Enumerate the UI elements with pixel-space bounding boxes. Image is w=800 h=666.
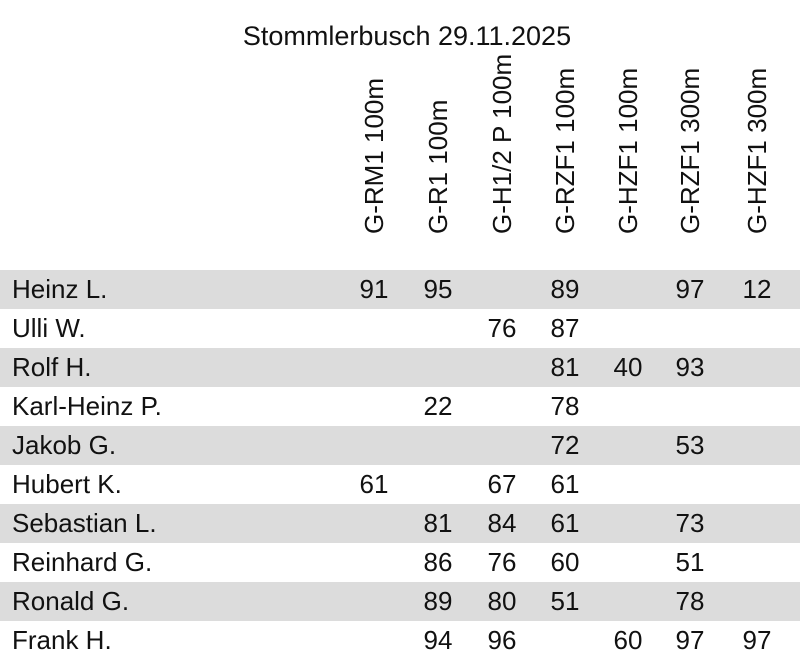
table-row [0, 348, 800, 387]
score-cell [725, 465, 789, 504]
score-cell [406, 465, 470, 504]
column-header-g-rm1-100m [342, 0, 406, 270]
column-header-g-hzf1-100m [596, 0, 660, 270]
column-header-label: G-RZF1 100m [550, 67, 580, 234]
column-header-label: G-H1/2 P 100m [487, 53, 517, 234]
participant-name: Frank H. [12, 625, 112, 655]
column-header-label: G-RM1 100m [359, 77, 389, 234]
score-cell [725, 348, 789, 387]
score-cell: 81 [423, 508, 453, 538]
score-cell: 86 [423, 547, 453, 577]
score-cell [596, 543, 660, 582]
page-title: Stommlerbusch 29.11.2025 [242, 21, 572, 51]
column-header-g-h12-p-100m [470, 0, 534, 270]
table-row [0, 543, 800, 582]
participant-name: Hubert K. [12, 469, 122, 499]
score-cell [406, 426, 470, 465]
score-cell: 84 [487, 508, 517, 538]
score-cell: 73 [675, 508, 705, 538]
score-cell: 51 [675, 547, 705, 577]
score-cell: 95 [423, 274, 453, 304]
score-cell [470, 270, 534, 309]
score-cell [725, 582, 789, 621]
table-row [0, 582, 800, 621]
score-cell: 40 [613, 352, 643, 382]
column-header-g-rzf1-100m [533, 0, 597, 270]
score-cell: 96 [487, 625, 517, 655]
participant-name: Heinz L. [12, 274, 108, 304]
score-cell [596, 309, 660, 348]
participant-name: Karl-Heinz P. [12, 391, 162, 421]
table-row [0, 465, 800, 504]
score-cell [725, 426, 789, 465]
score-cell: 76 [487, 313, 517, 343]
column-header-label: G-RZF1 300m [675, 67, 705, 234]
table-row [0, 387, 800, 426]
score-cell [596, 387, 660, 426]
score-cell: 80 [487, 586, 517, 616]
score-cell [342, 348, 406, 387]
score-cell: 53 [675, 430, 705, 460]
participant-name: Jakob G. [12, 430, 117, 460]
score-cell: 78 [675, 586, 705, 616]
score-cell [470, 426, 534, 465]
table-row [0, 504, 800, 543]
score-cell [725, 543, 789, 582]
results-table [0, 270, 800, 660]
participant-name: Ronald G. [12, 586, 130, 616]
column-header-label: G-HZF1 300m [742, 67, 772, 234]
column-header-g-hzf1-300m [725, 0, 789, 270]
score-cell: 78 [550, 391, 580, 421]
score-cell: 60 [613, 625, 643, 655]
score-cell: 93 [675, 352, 705, 382]
score-cell: 89 [550, 274, 580, 304]
participant-name: Reinhard G. [12, 547, 153, 577]
column-header-g-r1-100m [406, 0, 470, 270]
score-cell [596, 270, 660, 309]
score-cell: 97 [742, 625, 772, 655]
score-cell: 89 [423, 586, 453, 616]
score-cell: 87 [550, 313, 580, 343]
score-cell [342, 387, 406, 426]
score-cell: 22 [423, 391, 453, 421]
score-cell [406, 309, 470, 348]
score-cell: 94 [423, 625, 453, 655]
score-cell: 67 [487, 469, 517, 499]
score-cell [658, 309, 722, 348]
table-row [0, 270, 800, 309]
score-cell [658, 465, 722, 504]
score-cell [470, 348, 534, 387]
table-row [0, 309, 800, 348]
score-cell [596, 504, 660, 543]
score-cell: 97 [675, 274, 705, 304]
score-cell [342, 621, 406, 660]
score-cell [725, 309, 789, 348]
score-cell: 61 [359, 469, 389, 499]
score-cell: 76 [487, 547, 517, 577]
column-header-label: G-R1 100m [423, 99, 453, 234]
score-cell: 61 [550, 508, 580, 538]
column-header-g-rzf1-300m [658, 0, 722, 270]
score-cell: 81 [550, 352, 580, 382]
score-cell [406, 348, 470, 387]
score-cell [342, 426, 406, 465]
score-cell [342, 504, 406, 543]
score-cell [596, 582, 660, 621]
score-cell: 51 [550, 586, 580, 616]
score-cell [725, 387, 789, 426]
participant-name: Ulli W. [12, 313, 86, 343]
score-cell [342, 582, 406, 621]
participant-name: Rolf H. [12, 352, 92, 382]
score-cell: 12 [742, 274, 772, 304]
score-cell [533, 621, 597, 660]
score-cell [596, 426, 660, 465]
score-cell [725, 504, 789, 543]
score-cell: 72 [550, 430, 580, 460]
score-cell: 61 [550, 469, 580, 499]
score-cell [596, 465, 660, 504]
score-cell [658, 387, 722, 426]
table-row [0, 426, 800, 465]
score-cell [342, 309, 406, 348]
score-cell [470, 387, 534, 426]
score-cell [342, 543, 406, 582]
column-header-label: G-HZF1 100m [613, 67, 643, 234]
score-cell: 97 [675, 625, 705, 655]
score-cell: 60 [550, 547, 580, 577]
table-row [0, 621, 800, 660]
score-cell: 91 [359, 274, 389, 304]
participant-name: Sebastian L. [12, 508, 157, 538]
